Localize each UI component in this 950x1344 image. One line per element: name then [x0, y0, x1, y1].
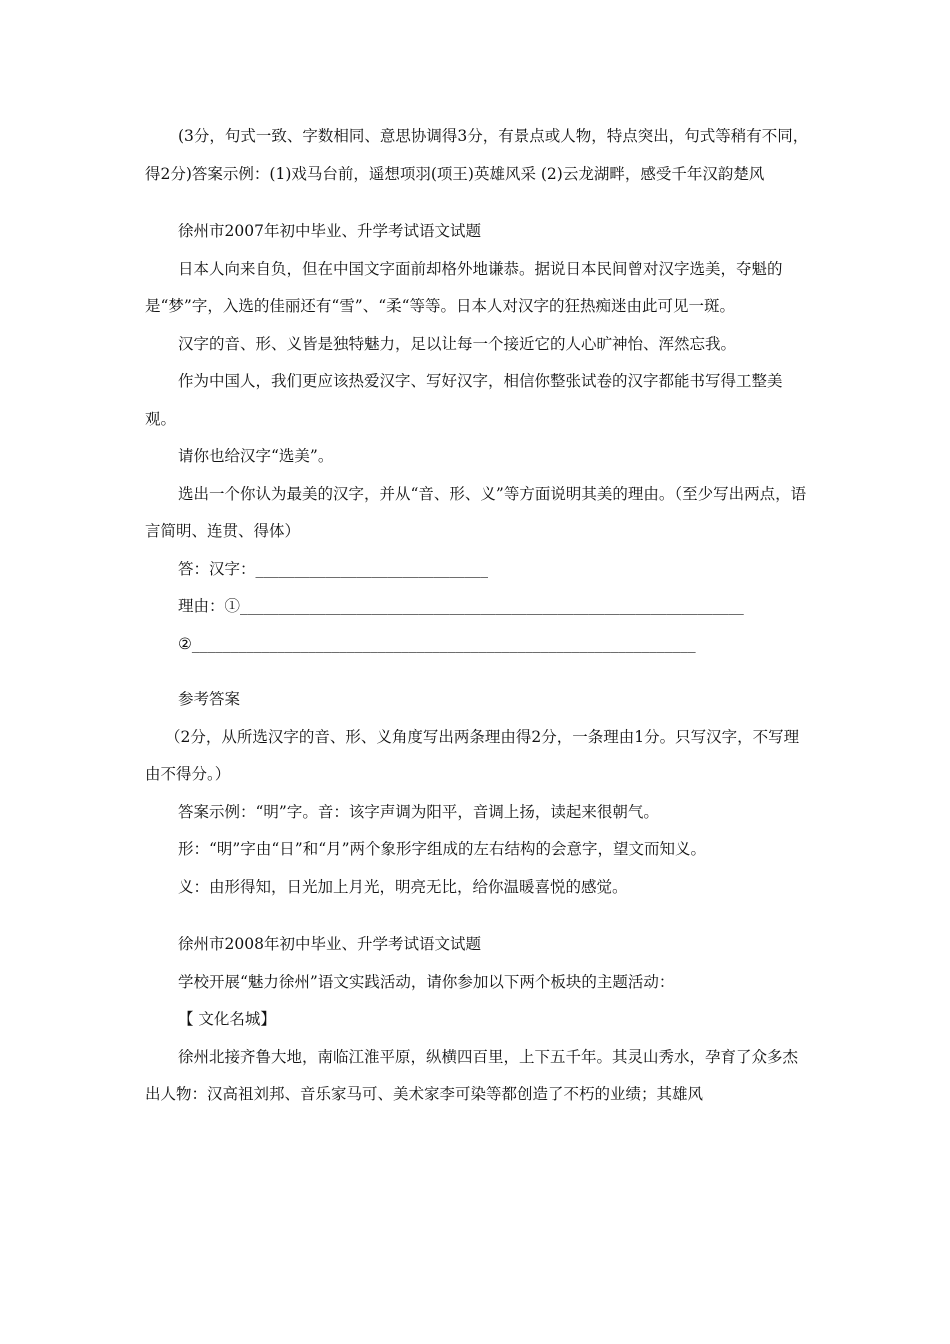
paragraph-chinese: 作为中国人，我们更应该热爱汉字、写好汉字，相信你整张试卷的汉字都能书写得工整美观。	[145, 372, 783, 428]
section-title-2008: 徐州市2008年初中毕业、升学考试语文试题	[178, 935, 481, 953]
reason-line-2: ②_________________________________________________________________	[178, 634, 696, 653]
reason-line-1: 理由：①_________________________________________________________________	[178, 597, 744, 615]
paragraph-question: 选出一个你认为最美的汉字，并从“音、形、义”等方面说明其美的理由。（至少写出两点，语言简明、连贯、得体）	[145, 484, 807, 540]
paragraph-scoring-note: (3分，句式一致、字数相同、意思协调得3分，有景点或人物，特点突出，句式等稍有不同，得2分)答案示例：(1)戏马台前，遥想项羽(项王)英雄风采 (2)云龙湖畔，感受千年汉韵楚风	[145, 127, 809, 183]
paragraph-shape: 形：“明”字由“日”和“月”两个象形字组成的左右结构的会意字，望文而知义。	[178, 840, 707, 858]
paragraph-scoring-2007: （2分，从所选汉字的音、形、义角度写出两条理由得2分，一条理由1分。只写汉字，不写理由不得分。）	[145, 727, 800, 783]
paragraph-select: 请你也给汉字“选美”。	[178, 447, 334, 465]
paragraph-activity: 学校开展“魅力徐州”语文实践活动，请你参加以下两个板块的主题活动：	[178, 972, 675, 991]
paragraph-japan: 日本人向来自负，但在中国文字面前却格外地谦恭。据说日本民间曾对汉字选美，夺魁的是“梦”字，入选的佳丽还有“雪”、“柔“等等。日本人对汉字的狂热痴迷由此可见一斑。	[145, 259, 783, 315]
document-page	[145, 118, 813, 1114]
paragraph-meaning: 义：由形得知，日光加上月光，明亮无比，给你温暖喜悦的感觉。	[178, 877, 628, 896]
subsection-culture-city: 【 文化名城】	[178, 1010, 276, 1028]
section-title-2007: 徐州市2007年初中毕业、升学考试语文试题	[178, 222, 481, 240]
paragraph-example: 答案示例：“明”字。音：该字声调为阳平，音调上扬，读起来很朝气。	[178, 802, 659, 821]
paragraph-xuzhou: 徐州北接齐鲁大地，南临江淮平原，纵横四百里，上下五千年。其灵山秀水，孕育了众多杰出人物：汉高祖刘邦、音乐家马可、美术家李可染等都创造了不朽的业绩；其雄风	[145, 1047, 799, 1103]
paragraph-charm: 汉字的音、形、义皆是独特魅力，足以让每一个接近它的人心旷神怡、浑然忘我。	[178, 334, 737, 353]
answer-char-line: 答：汉字：______________________________	[178, 559, 489, 578]
reference-answer-title: 参考答案	[178, 690, 241, 708]
